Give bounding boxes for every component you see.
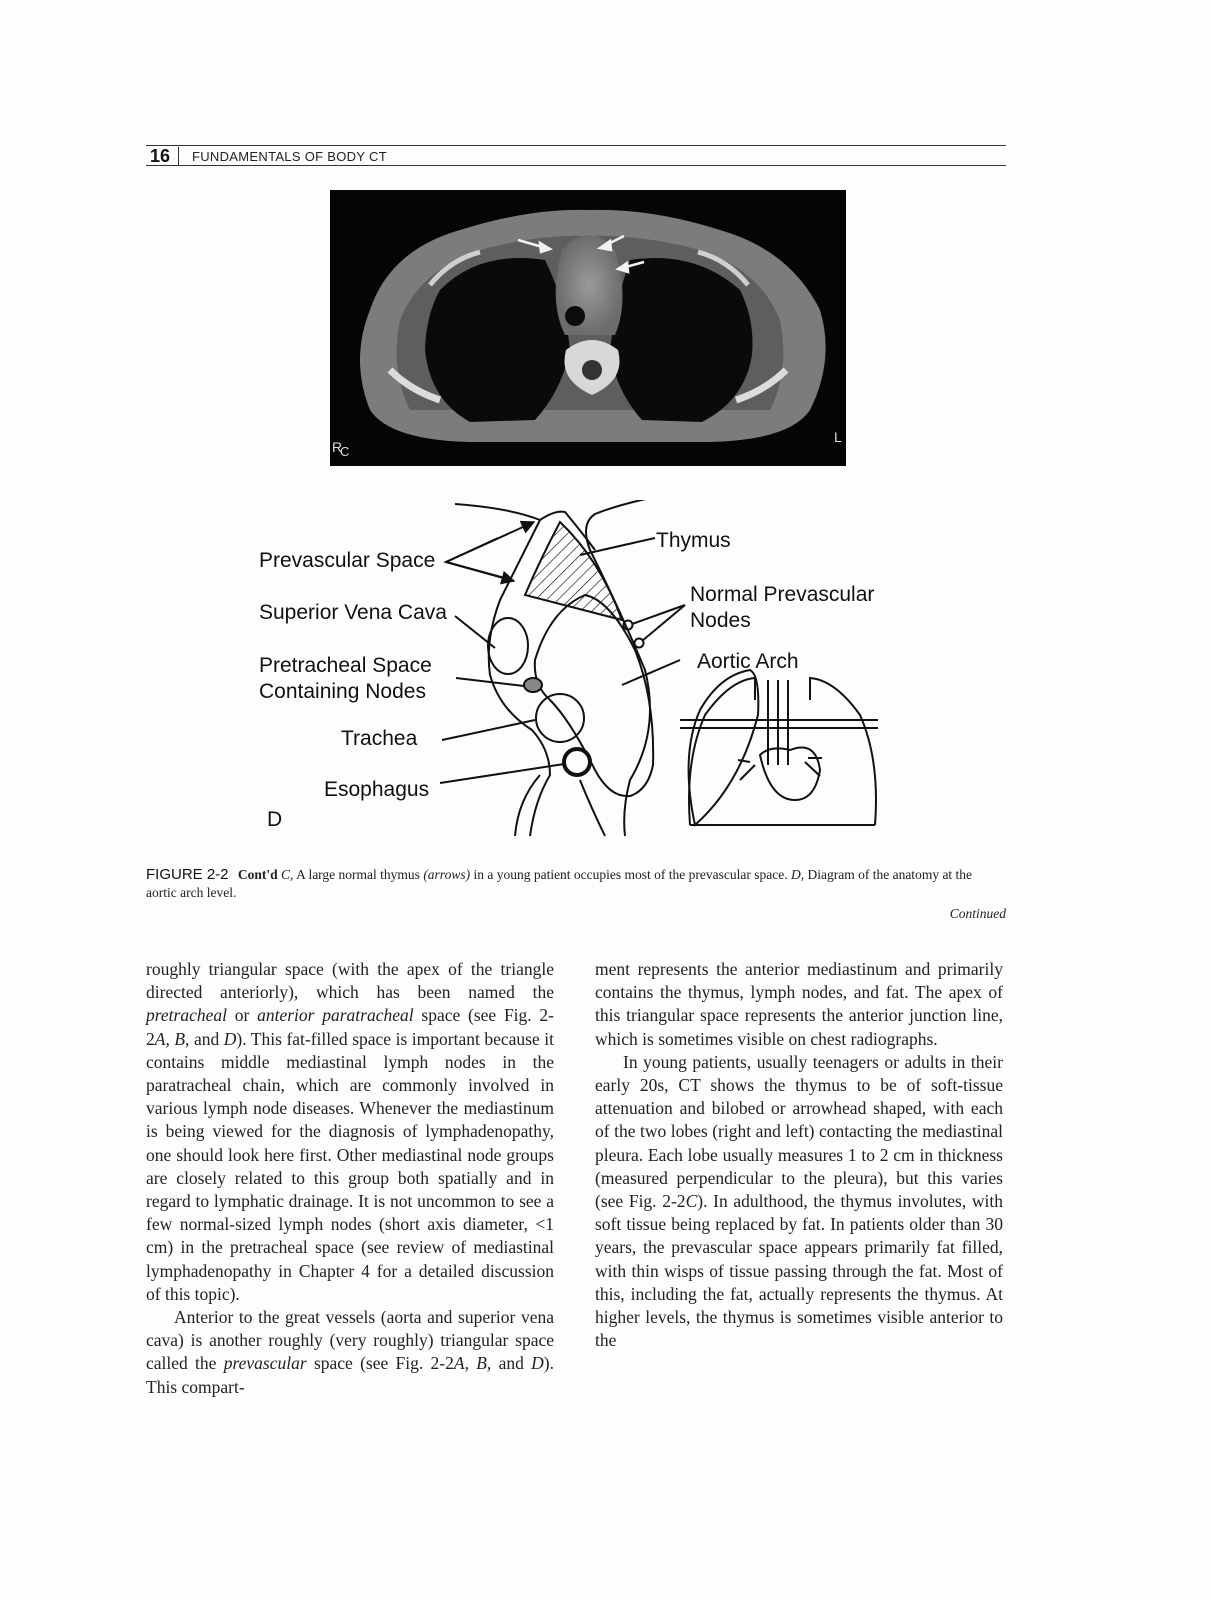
label-normal-prevascular-line2: Nodes	[690, 609, 751, 632]
ct-scan-graphic	[330, 190, 846, 466]
caption-cont: Cont'd	[237, 867, 278, 882]
left-p1-c: space (see Fig. 2-2	[146, 1005, 555, 1049]
left-p2-b: space (see Fig. 2-2	[306, 1353, 454, 1374]
label-esophagus: Esophagus	[324, 778, 430, 801]
caption-c-letter: C,	[281, 867, 294, 882]
right-p2-b: ). In adulthood, the thymus involutes, with soft tissue being replaced by fat. In patients older than 30 years, the prevascular space appears primarily fat filled, with thin wisps of tissue passing through the fat. Most of this, including the fat, actually represents the thymus. At higher levels, the thymus is sometimes visible anterior to the	[595, 1191, 1003, 1351]
left-paragraph-1	[146, 958, 554, 1306]
right-paragraph-1: ment represents the anterior mediastinum and primarily contains the thymus, lymph nodes, and fat. The apex of this triangular space represents the anterior junction line, which is sometimes visible on chest radiographs.	[595, 959, 1003, 1049]
left-p2-ref2: D	[531, 1353, 544, 1374]
caption-text-2: in a young patient occupies most of the prevascular space.	[473, 867, 788, 882]
figure-label: FIGURE 2-2	[146, 866, 229, 883]
left-p1-ref2: D	[223, 1028, 237, 1049]
body-column-right	[595, 958, 1003, 1352]
header-rule-top	[146, 145, 1006, 146]
label-superior-vena-cava: Superior Vena Cava	[259, 601, 447, 624]
label-pretracheal-line2: Containing Nodes	[259, 680, 426, 703]
left-p1-a: roughly triangular space (with the apex of the triangle directed anteriorly), which has been named the	[146, 959, 554, 1003]
ct-marker-c: C	[340, 444, 350, 459]
label-normal-prevascular-line1: Normal Prevascular	[690, 583, 875, 606]
term-anterior-paratracheal: anterior paratracheal	[257, 1005, 414, 1026]
figure-caption	[146, 866, 1006, 902]
left-p1-e: ). This fat-filled space is important because it contains middle mediastinal lymph nodes in the paratracheal chain, which are commonly involved in various lymph node diseases. Whenever the mediastinum is being viewed for the diagnosis of lymphadenopathy, one should look here first. Other mediastinal node groups are closely related to this group both spatially and in regard to lymphatic drainage. It is not uncommon to see a few normal-sized lymph nodes (short axis diameter, <1 cm) in the pretracheal space (see review of mediastinal lymphadenopathy in Chapter 4 for a detailed discussion of this topic).	[146, 1028, 554, 1304]
anatomy-diagram	[250, 500, 900, 850]
right-p2-ref: C	[685, 1191, 698, 1212]
term-pretracheal: pretracheal	[146, 1005, 227, 1026]
left-p2-c: and	[491, 1353, 532, 1374]
label-aortic-arch: Aortic Arch	[697, 650, 799, 673]
header-separator	[178, 147, 179, 165]
right-p2-a: In young patients, usually teenagers or adults in their early 20s, CT shows the thymus to be of soft-tissue attenuation and bilobed or arrowhead shaped, with each of the two lobes (right and left) contacting the mediastinal pleura. Each lobe usually measures 1 to 2 cm in thickness (measured perpendicular to the pleura), but this varies (see Fig. 2-2	[595, 1051, 1003, 1212]
caption-text-3: Diagram of the anatomy at the aortic arch level.	[146, 867, 973, 900]
left-paragraph-2	[146, 1306, 554, 1399]
page-number: 16	[150, 146, 171, 166]
left-p2-ref: A, B,	[453, 1353, 492, 1374]
caption-arrows: (arrows)	[423, 867, 471, 882]
label-pretracheal-line1: Pretracheal Space	[259, 654, 432, 677]
label-prevascular-space: Prevascular Space	[259, 549, 436, 572]
label-trachea: Trachea	[341, 727, 418, 750]
right-paragraph-2	[595, 1051, 1003, 1353]
term-prevascular: prevascular	[223, 1353, 307, 1374]
continued-note: Continued	[949, 906, 1006, 921]
ct-marker-l: L	[834, 429, 842, 445]
header-rule-bottom	[146, 165, 1006, 166]
caption-d-letter: D,	[790, 867, 805, 882]
left-p1-ref: A, B,	[154, 1028, 190, 1049]
left-p2-d: ). This compart-	[146, 1353, 554, 1397]
ct-marker-r: R	[332, 439, 343, 455]
body-column-left	[146, 958, 554, 1399]
left-p1-d: and	[189, 1028, 224, 1049]
ct-scan-image	[330, 190, 846, 466]
left-p2-a: Anterior to the great vessels (aorta and superior vena cava) is another roughly (very roughly) triangular space called the	[146, 1307, 554, 1374]
panel-letter-d: D	[267, 808, 283, 831]
left-p1-b: or	[227, 1005, 258, 1026]
caption-text-1: A large normal thymus	[296, 867, 420, 882]
running-header	[146, 145, 1006, 167]
running-head-title: FUNDAMENTALS OF BODY CT	[192, 149, 387, 164]
label-thymus: Thymus	[656, 529, 731, 552]
anatomy-diagram-svg	[250, 500, 900, 850]
